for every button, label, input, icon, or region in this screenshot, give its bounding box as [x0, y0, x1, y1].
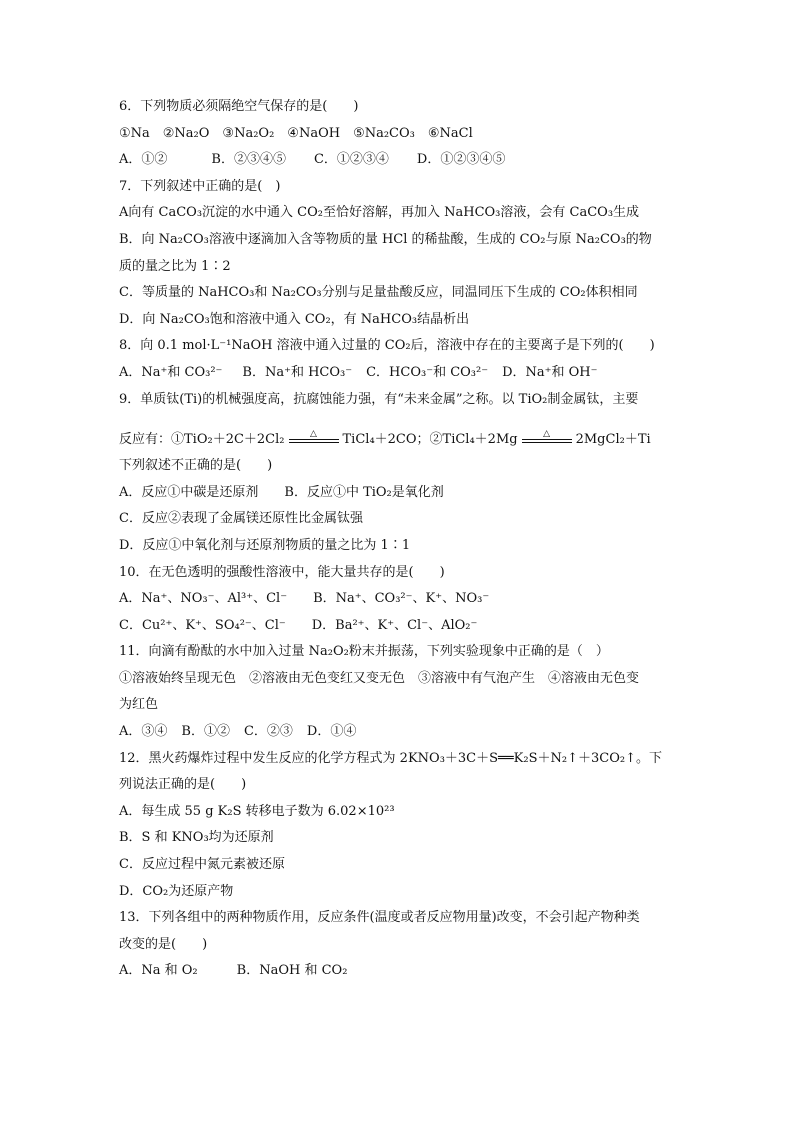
q9-eq-prefix: 反应有：①TiO₂＋2C＋2Cl₂	[119, 432, 285, 448]
q11-option-b: B．①②	[181, 724, 230, 740]
q6-option-a: A．①②	[119, 152, 168, 168]
q12-option-d: D．CO₂为还原产物	[119, 883, 234, 899]
double-line-arrow-icon	[289, 429, 339, 447]
q6-option-c: C．①②③④	[313, 152, 389, 168]
q7-stem: 7．下列叙述中正确的是( )	[119, 178, 281, 194]
q9-equations	[119, 413, 679, 447]
q11-items-line2: 为红色	[119, 697, 159, 713]
q8-options	[119, 360, 679, 387]
q10-options-cd: C．Cu²⁺、K⁺、SO₄²⁻、Cl⁻ D．Ba²⁺、K⁺、Cl⁻、AlO₂⁻	[119, 617, 478, 633]
q7-option-d: D．向 Na₂CO₃饱和溶液中通入 CO₂，有 NaHCO₃结晶析出	[119, 311, 470, 327]
q13-stem-line1: 13．下列各组中的两种物质作用，反应条件(温度或者反应物用量)改变，不会引起产物种类	[119, 910, 640, 926]
q9-option-d: D．反应①中氧化剂与还原剂物质的量之比为 1∶1	[119, 537, 411, 553]
q11-items-line1: ①溶液始终呈现无色 ②溶液由无色变红又变无色 ③溶液中有气泡产生 ④溶液由无色变	[119, 670, 640, 686]
question-list	[119, 94, 679, 985]
q9-eq-suffix: 2MgCl₂＋Ti	[575, 432, 651, 448]
q12-stem-line2: 列说法正确的是( )	[119, 777, 247, 793]
q13-stem-line2: 改变的是( )	[119, 936, 208, 952]
q10-stem: 10．在无色透明的强酸性溶液中，能大量共存的是( )	[119, 564, 445, 580]
q8-option-a: A．Na⁺和 CO₃²⁻	[119, 364, 223, 380]
q11-stem: 11．向滴有酚酞的水中加入过量 Na₂O₂粉末并振荡，下列实验现象中正确的是（ ）	[119, 644, 609, 660]
q13-options-ab: A．Na 和 O₂ B．NaOH 和 CO₂	[119, 963, 348, 979]
q11-option-a: A．③④	[119, 724, 168, 740]
q6-stem: 6．下列物质必须隔绝空气保存的是( )	[119, 99, 359, 114]
q8-option-c: C．HCO₃⁻和 CO₃²⁻	[366, 364, 489, 380]
q11-option-c: C．②③	[243, 724, 293, 740]
q12-stem-line1: 12．黑火药爆炸过程中发生反应的化学方程式为 2KNO₃＋3C＋S══K₂S＋N₂↑＋3CO₂↑。下	[119, 750, 662, 766]
q6-option-d: D．①②③④⑤	[416, 152, 506, 168]
q9-eq-mid: TiCl₄＋2CO；②TiCl₄＋2Mg	[342, 432, 518, 448]
q6-items: ①Na ②Na₂O ③Na₂O₂ ④NaOH ⑤Na₂CO₃ ⑥NaCl	[119, 125, 473, 141]
q9-ask: 下列叙述不正确的是( )	[119, 458, 273, 474]
q12-option-a: A．每生成 55 g K₂S 转移电子数为 6.02×10²³	[119, 803, 395, 819]
heat-condition: △	[543, 429, 551, 440]
q8-option-b: B．Na⁺和 HCO₃⁻	[242, 364, 353, 380]
heat-condition: △	[310, 429, 317, 440]
double-line-arrow-icon	[522, 429, 572, 447]
q6-option-b: B．②③④⑤	[211, 152, 286, 168]
q7-option-a: A向有 CaCO₃沉淀的水中通入 CO₂至恰好溶解，再加入 NaHCO₃溶液，会有 CaCO₃生成	[119, 205, 640, 221]
q11-options	[119, 719, 679, 746]
q9-options-ab: A．反应①中碳是还原剂 B．反应①中 TiO₂是氧化剂	[119, 484, 444, 500]
q9-stem: 9．单质钛(Ti)的机械强度高，抗腐蚀能力强，有“未来金属”之称。以 TiO₂制金属钛，主要	[119, 391, 639, 407]
q7-option-c: C．等质量的 NaHCO₃和 Na₂CO₃分别与足量盐酸反应，同温同压下生成的 CO₂体积相同	[119, 285, 638, 301]
q8-option-d: D．Na⁺和 OH⁻	[502, 364, 598, 380]
q9-option-c: C．反应②表现了金属镁还原性比金属钛强	[119, 511, 363, 527]
q12-option-b: B．S 和 KNO₃均为还原剂	[119, 830, 274, 846]
q12-option-c: C．反应过程中氮元素被还原	[119, 857, 285, 873]
q6-options	[119, 147, 679, 174]
q7-option-b-line1: B．向 Na₂CO₃溶液中逐滴加入含等物质的量 HCl 的稀盐酸，生成的 CO₂与原 Na₂CO₃的物	[119, 231, 652, 247]
q10-options-ab: A．Na⁺、NO₃⁻、Al³⁺、Cl⁻ B．Na⁺、CO₃²⁻、K⁺、NO₃⁻	[119, 591, 490, 607]
q11-option-d: D．①④	[306, 724, 357, 740]
q7-option-b-line2: 质的量之比为 1∶2	[119, 258, 231, 274]
q8-stem: 8．向 0.1 mol·L⁻¹NaOH 溶液中通入过量的 CO₂后，溶液中存在的主要离子是下列的( )	[119, 338, 655, 354]
